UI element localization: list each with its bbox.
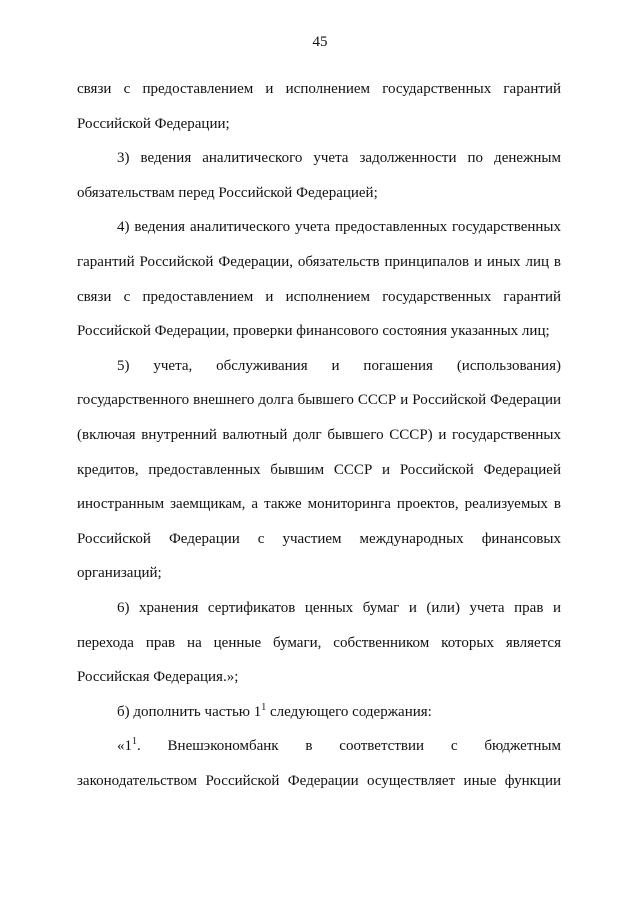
paragraph-b-text-end: следующего содержания: — [266, 703, 432, 720]
paragraph-item-5 — [77, 349, 561, 591]
word: международных — [359, 530, 464, 547]
item-5-first-line — [77, 349, 561, 384]
word: в — [305, 738, 313, 755]
word: с — [450, 738, 458, 755]
paragraph-item-6: 6) хранения сертификатов ценных бумаг и (или) учета прав и перехода прав на ценные бумаги, собственником которых является Российская Федерация.»; — [77, 599, 561, 686]
word: Российской — [77, 530, 151, 547]
document-body — [77, 72, 561, 798]
item-5-body: государственного внешнего долга бывшего СССР и Российской Федерации (включая внутренний валютный долг бывшего СССР) и государственных кредитов, предоставленных бывшим СССР и Российской Федерацией иностранным заемщикам, а также мониторинга проектов, реализуемых в — [77, 392, 561, 513]
word: бюджетным — [484, 738, 561, 755]
word: погашения — [363, 357, 433, 374]
word: учета, — [153, 357, 193, 374]
word: участием — [282, 530, 342, 547]
page-number: 45 — [312, 34, 328, 50]
word: соответствии — [339, 738, 425, 755]
superscript: 1 — [132, 736, 137, 748]
paragraph-item-4: 4) ведения аналитического учета предоставленных государственных гарантий Российской Федерации, обязательств принципалов и иных лиц в связи с предоставлением и исполнением государственных гарантий Российской Федерации, проверки финансового состояния указанных лиц; — [77, 219, 561, 340]
item-5-end: организаций; — [77, 565, 162, 582]
word: Внешэкономбанк — [167, 738, 279, 755]
quote-body: законодательством Российской Федерации осуществляет иные функции — [77, 772, 561, 789]
word: и — [331, 357, 340, 374]
word: обслуживания — [216, 357, 308, 374]
paragraph-item-3: 3) ведения аналитического учета задолженности по денежным обязательствам перед Российской Федерацией; — [77, 150, 561, 201]
item-5-spread-line — [77, 522, 561, 557]
superscript: 1 — [261, 701, 267, 713]
word: (использования) — [456, 357, 561, 374]
paragraph-quote — [77, 729, 561, 798]
word: «1 — [117, 738, 132, 755]
quote-label — [117, 729, 141, 764]
word: . — [137, 738, 141, 755]
paragraph-continuation: связи с предоставлением и исполнением государственных гарантий Российской Федерации; — [77, 81, 561, 132]
quote-first-line — [77, 729, 561, 764]
paragraph-b-text: б) дополнить частью 1 — [117, 703, 262, 720]
word: Федерации — [168, 530, 240, 547]
word: финансовых — [481, 530, 561, 547]
word: с — [257, 530, 265, 547]
word: 5) — [117, 357, 130, 374]
paragraph-b — [77, 695, 561, 730]
